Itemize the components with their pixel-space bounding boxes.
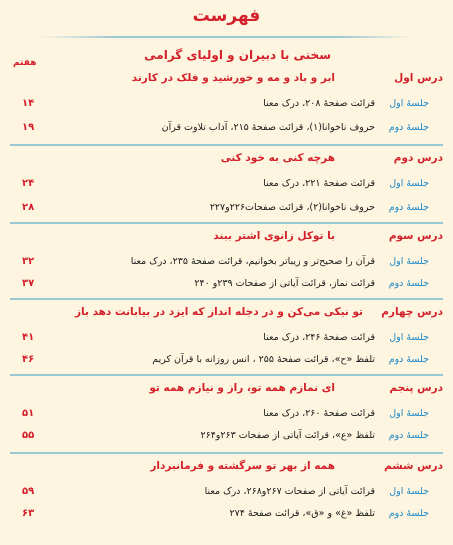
intro-title: سخنی با دبیران و اولیای گرامی <box>144 48 331 62</box>
lesson-name: درس اول <box>394 72 443 84</box>
session-label: جلسهٔ دوم <box>388 122 429 133</box>
lesson-title: تو نیکی می‌کن و در دجله انداز که ایزد در بیابانت دهد باز <box>75 306 363 318</box>
section-divider <box>10 222 443 224</box>
session-label: جلسهٔ اول <box>389 486 429 497</box>
session-description: قرائت آیاتی از صفحات ۲۶۷و۲۶۸، درک معنا <box>204 486 375 497</box>
session-description: تلفظ «ع»، قرائت آیاتی از صفحات ۲۶۳و۲۶۴ <box>200 430 375 441</box>
session-row[interactable] <box>10 200 443 222</box>
session-description: تلفظ «ح»، قرائت صفحهٔ ۲۵۵ ، انس روزانه با قرآن کریم <box>152 354 375 365</box>
session-description: قرائت نماز، قرائت آیاتی از صفحات ۲۳۹و ۲۴۰ <box>194 278 375 289</box>
page-number: ۵۵ <box>22 430 35 441</box>
session-label: جلسهٔ اول <box>389 98 429 109</box>
page-number: ۱۹ <box>22 122 35 133</box>
session-label: جلسهٔ اول <box>389 408 429 419</box>
session-row[interactable] <box>10 96 443 118</box>
title-divider <box>40 36 413 38</box>
page-number: ۳۷ <box>22 278 35 289</box>
session-description: تلفظ «غ» و «ق»، قرائت صفحهٔ ۲۷۴ <box>229 508 375 519</box>
page-number: ۲۸ <box>22 202 35 213</box>
session-row[interactable] <box>10 254 443 276</box>
lesson-name: درس سوم <box>388 230 443 242</box>
session-description: قرآن را صحیح‌تر و زیباتر بخوانیم، قرائت صفحهٔ ۲۳۵، درک معنا <box>130 256 375 267</box>
lesson-title: هرچه کنی به خود کنی <box>220 152 335 164</box>
page-number: ۱۴ <box>22 98 35 109</box>
session-description: قرائت صفحهٔ ۲۰۸، درک معنا <box>263 98 375 109</box>
page-number: ۴۶ <box>22 354 35 365</box>
session-label: جلسهٔ دوم <box>388 354 429 365</box>
session-description: حروف ناخوانا(۲)، قرائت صفحات۲۲۶و۲۲۷ <box>209 202 375 213</box>
lesson-title: ای نمازم همه تو، راز و نیازم همه تو <box>149 382 335 394</box>
lesson-title: با توکل زانوی اشتر ببند <box>213 230 335 242</box>
session-row[interactable] <box>10 352 443 374</box>
session-description: قرائت صفحهٔ ۲۶۰، درک معنا <box>263 408 375 419</box>
week-column-header: هفتم <box>13 58 37 68</box>
page-number: ۵۹ <box>22 486 35 497</box>
session-description: قرائت صفحهٔ ۲۲۱، درک معنا <box>263 178 375 189</box>
session-row[interactable] <box>10 120 443 142</box>
lesson-name: درس پنجم <box>389 382 443 394</box>
session-label: جلسهٔ اول <box>389 178 429 189</box>
session-label: جلسهٔ دوم <box>388 278 429 289</box>
lesson-name: درس ششم <box>384 460 443 472</box>
page-number: ۳۲ <box>22 256 35 267</box>
session-row[interactable] <box>10 330 443 352</box>
session-label: جلسهٔ دوم <box>388 508 429 519</box>
lesson-name: درس چهارم <box>381 306 443 318</box>
lesson-title: همه از بهر تو سرگشته و فرمانبردار <box>150 460 335 472</box>
section-divider <box>10 374 443 376</box>
section-divider <box>10 144 443 146</box>
page-number: ۶۳ <box>22 508 35 519</box>
session-row[interactable] <box>10 406 443 428</box>
page-number: ۲۴ <box>22 178 35 189</box>
session-label: جلسهٔ دوم <box>388 430 429 441</box>
page-number: ۴۱ <box>22 332 35 343</box>
session-label: جلسهٔ اول <box>389 332 429 343</box>
session-description: قرائت صفحهٔ ۲۴۶، درک معنا <box>263 332 375 343</box>
session-row[interactable] <box>10 506 443 528</box>
page-title: فهرست <box>192 6 261 26</box>
lesson-title: ابر و باد و مه و خورشید و فلک در کارند <box>131 72 335 84</box>
session-row[interactable] <box>10 428 443 450</box>
session-row[interactable] <box>10 276 443 298</box>
section-divider <box>10 298 443 300</box>
lesson-name: درس دوم <box>393 152 443 164</box>
session-description: حروف ناخوانا(۱)، قرائت صفحهٔ ۲۱۵، آداب تلاوت قرآن <box>161 122 375 133</box>
session-row[interactable] <box>10 176 443 198</box>
session-label: جلسهٔ دوم <box>388 202 429 213</box>
page-number: ۵۱ <box>22 408 35 419</box>
section-divider <box>10 452 443 454</box>
session-label: جلسهٔ اول <box>389 256 429 267</box>
session-row[interactable] <box>10 484 443 506</box>
